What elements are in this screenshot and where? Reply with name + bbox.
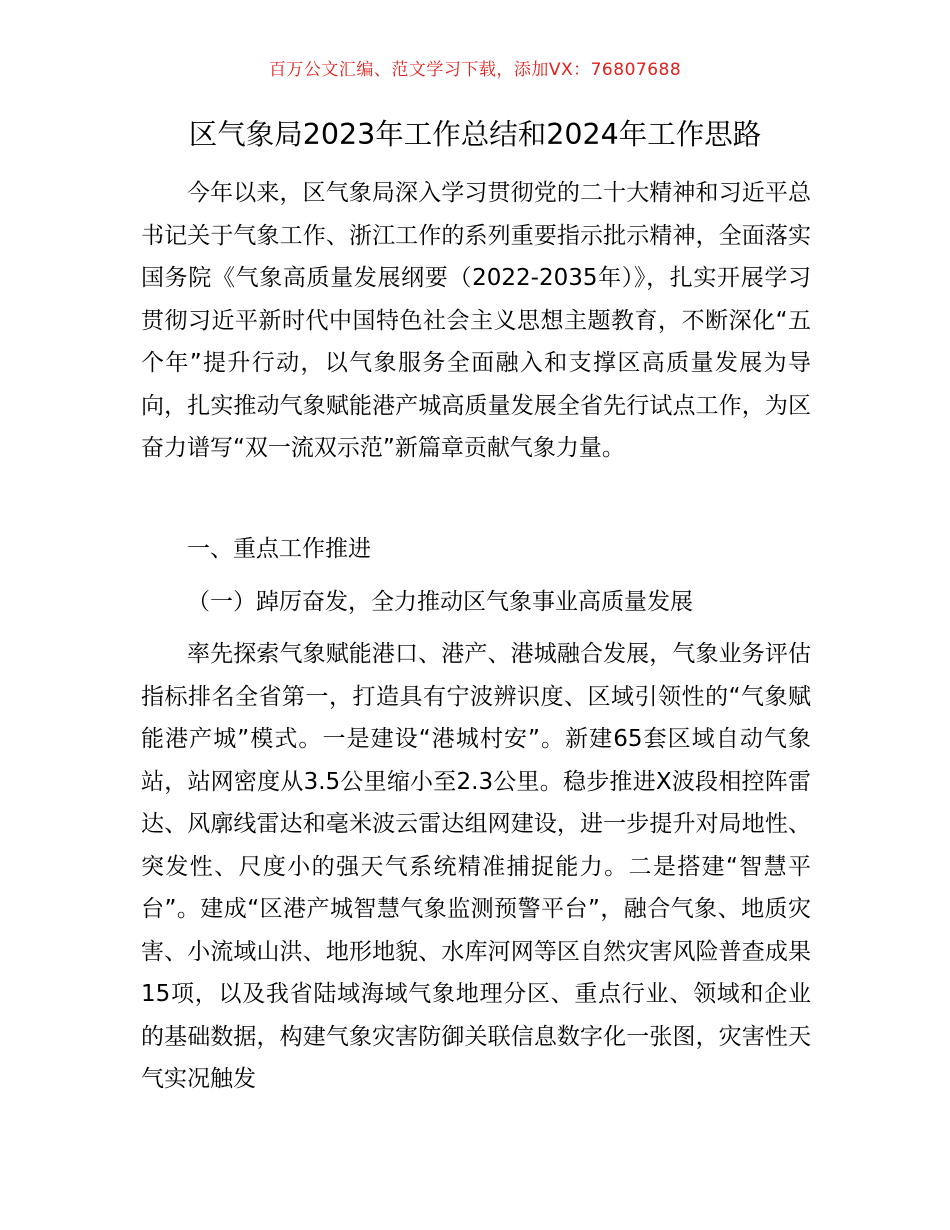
body-paragraph: 率先探索气象赋能港口、港产、港城融合发展，气象业务评估指标排名全省第一，打造具有宁波辨识度、区域引领性的“气象赋能港产城”模式。一是建设“港城村安”。新建65套区域自动气象站，站网密度从3.5公里缩小至2.3公里。稳步推进X波段相控阵雷达、风廓线雷达和毫米波云雷达组网建设，进一步提升对局地性、突发性、尺度小的强天气系统精准捕捉能力。二是搭建“智慧平台”。建成“区港产城智慧气象监测预警平台”，融合气象、地质灾害、小流域山洪、地形地貌、水库河网等区自然灾害风险普查成果15项，以及我省陆域海域气象地理分区、重点行业、领域和企业的基础数据，构建气象灾害防御关联信息数字化一张图，灾害性天气实况触发 [141, 641, 811, 1092]
watermark-contact-line: 百万公文汇编、范文学习下载，添加VX：76807688 [268, 60, 682, 80]
subsection-heading: （一）踔厉奋发，全力推动区气象事业高质量发展 [187, 589, 693, 615]
document-title: 区气象局2023年工作总结和2024年工作思路 [188, 118, 762, 151]
section-heading: 一、重点工作推进 [187, 536, 371, 562]
intro-paragraph: 今年以来，区气象局深入学习贯彻党的二十大精神和习近平总书记关于气象工作、浙江工作的系列重要指示批示精神，全面落实国务院《气象高质量发展纲要（2022-2035年）》，扎实开展学习贯彻习近平新时代中国特色社会主义思想主题教育，不断深化“五个年”提升行动，以气象服务全面融入和支撑区高质量发展为导向，扎实推动气象赋能港产城高质量发展全省先行试点工作，为区奋力谱写“双一流双示范”新篇章贡献气象力量。 [141, 180, 811, 461]
